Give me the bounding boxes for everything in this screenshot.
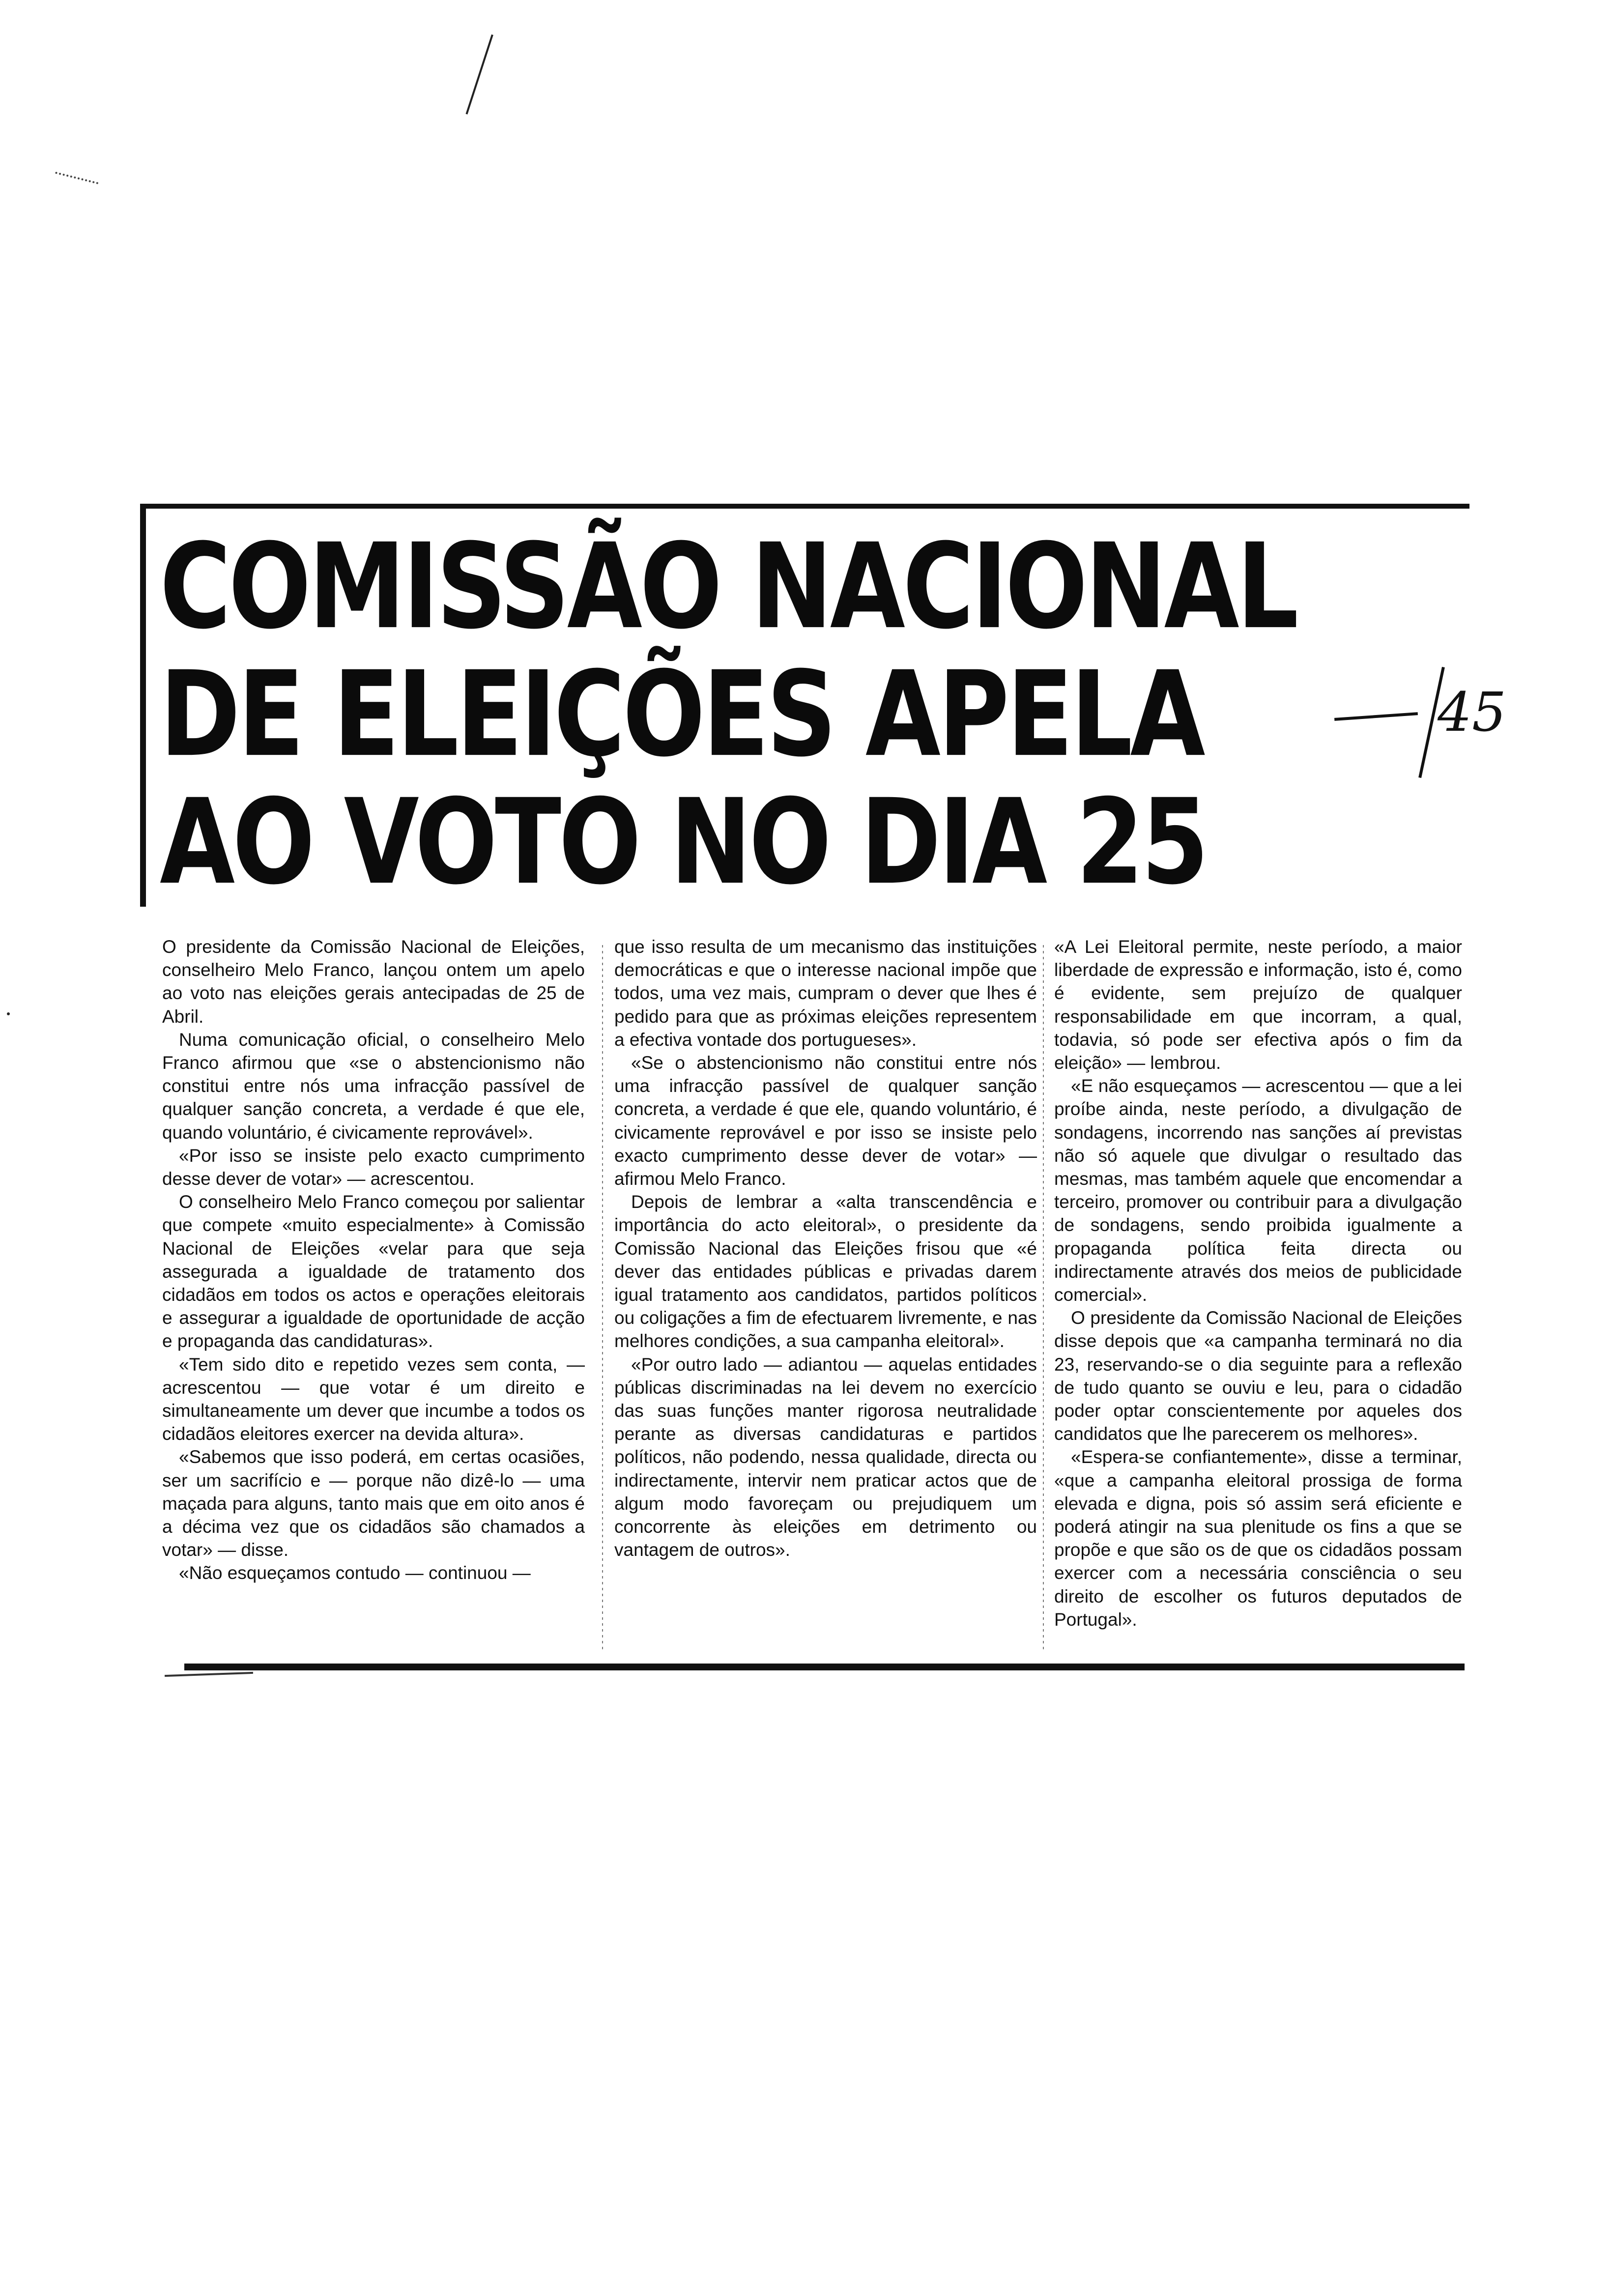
article-column-3 xyxy=(1054,935,1462,1658)
newspaper-clipping xyxy=(140,504,1506,1683)
handwritten-dash-mark xyxy=(1334,712,1418,721)
paragraph: Depois de lembrar a «alta transcendência e importância do acto eleitoral», o presidente da Comissão Nacional das Eleições frisou que «é dever das entidades públicas e privadas darem igual tratamento aos candidatos, partidos políticos ou coligações a fim de efectuarem livremente, e nas melhores condições, a sua campanha eleitoral». xyxy=(614,1192,1037,1351)
column-divider xyxy=(1043,945,1044,1653)
clipping-top-border xyxy=(140,504,1469,509)
scan-speckle-mark xyxy=(54,172,99,189)
paragraph: «Tem sido dito e repetido vezes sem conta, — acrescentou — que votar é um direito e simultaneamente um dever que incumbe a todos os cidadãos eleitores exercer na devida altura». xyxy=(162,1354,585,1444)
article-headline xyxy=(160,518,1296,911)
headline-line-2: DE ELEIÇÕES APELA xyxy=(160,646,1203,783)
article-column-1 xyxy=(162,935,585,1658)
paragraph: «Se o abstencionismo não constitui entre nós uma infracção passível de qualquer sanção concreta, a verdade é que ele, quando voluntário, é civicamente reprovável e por isso se insiste pelo exacto cumprimento desse dever de votar» — afirmou Melo Franco. xyxy=(614,1053,1037,1189)
scan-dot-mark xyxy=(7,1012,10,1015)
paragraph: «Por outro lado — adiantou — aquelas entidades públicas discriminadas na lei devem no exercício das suas funções manter rigorosa neutralidade perante as diversas candidaturas e partidos políticos, não podendo, nessa qualidade, directa ou indirectamente, intervir nem praticar actos que de algum modo favoreçam ou prejudiquem um concorrente às eleições em detrimento ou vantagem de outros». xyxy=(614,1354,1037,1560)
paragraph: «Espera-se confiantemente», disse a terminar, «que a campanha eleitoral prossiga de forma elevada e digna, pois só assim será eficiente e poderá atingir na sua plenitude os fins a que se propõe e que são os de que os cidadãos possam exercer com a necessária consciência o seu direito de escolher os futuros deputados de Portugal». xyxy=(1054,1447,1462,1630)
article-column-2 xyxy=(614,935,1037,1658)
headline-line-3: AO VOTO NO DIA 25 xyxy=(160,774,1207,911)
clipping-left-border xyxy=(140,504,146,907)
paragraph: «A Lei Eleitoral permite, neste período, a maior liberdade de expressão e informação, isto é, como é evidente, sem prejuízo de qualquer responsabilidade em que incorram, a qual, todavia, só pode ser efectiva após o fim da eleição» — lembrou. xyxy=(1054,937,1462,1073)
paragraph: que isso resulta de um mecanismo das instituições democráticas e que o interesse nacional impõe que todos, uma vez mais, cumpram o dever que lhes é pedido para que as próximas eleições representem a efectiva vontade dos portugueses». xyxy=(614,937,1037,1050)
article-body xyxy=(162,935,1460,1658)
pen-stroke-mark xyxy=(465,34,493,115)
paragraph: «E não esqueçamos — acrescentou — que a lei proíbe ainda, neste período, a divulgação de sondagens, incorrendo nas sanções aí previstas não só aquele que divulgar o resultado das mesmas, mas também aquele que encomendar a terceiro, promover ou contribuir para a divulgação de sondagens, sendo proibida igualmente a propaganda política feita directa ou indirectamente através dos meios de publicidade comercial». xyxy=(1054,1076,1462,1305)
paragraph: O presidente da Comissão Nacional de Eleições, conselheiro Melo Franco, lançou ontem um apelo ao voto nas eleições gerais antecipadas de 25 de Abril. xyxy=(162,937,585,1027)
headline-line-1: COMISSÃO NACIONAL xyxy=(160,518,1296,656)
paragraph: «Sabemos que isso poderá, em certas ocasiões, ser um sacrifício e — porque não dizê-lo — uma maçada para alguns, tanto mais que em oito anos é a décima vez que os cidadãos são chamados a votar» — disse. xyxy=(162,1447,585,1560)
clipping-bottom-tail xyxy=(165,1672,253,1677)
paragraph: «Não esqueçamos contudo — continuou — xyxy=(179,1563,531,1583)
paragraph: O conselheiro Melo Franco começou por salientar que compete «muito especialmente» à Comissão Nacional de Eleições «velar para que seja assegurada a igualdade de tratamento dos cidadãos em todos os actos e operações eleitorais e assegurar a igualdade de oportunidade de acção e propaganda das candidaturas». xyxy=(162,1192,585,1351)
paragraph: O presidente da Comissão Nacional de Eleições disse depois que «a campanha terminará no dia 23, reservando-se o dia seguinte para a reflexão de tudo quanto se ouviu e leu, para o cidadão poder optar conscientemente por aqueles dos candidatos que lhe parecerem os melhores». xyxy=(1054,1308,1462,1444)
handwritten-page-number: 45 xyxy=(1438,681,1506,744)
column-divider xyxy=(602,945,603,1653)
paragraph: Numa comunicação oficial, o conselheiro Melo Franco afirmou que «se o abstencionismo não constitui entre nós uma infracção passível de qualquer sanção concreta, a verdade é que ele, quando voluntário, é civicamente reprovável». xyxy=(162,1029,585,1143)
clipping-bottom-border xyxy=(184,1664,1465,1670)
paragraph: «Por isso se insiste pelo exacto cumprimento desse dever de votar» — acrescentou. xyxy=(162,1145,585,1189)
